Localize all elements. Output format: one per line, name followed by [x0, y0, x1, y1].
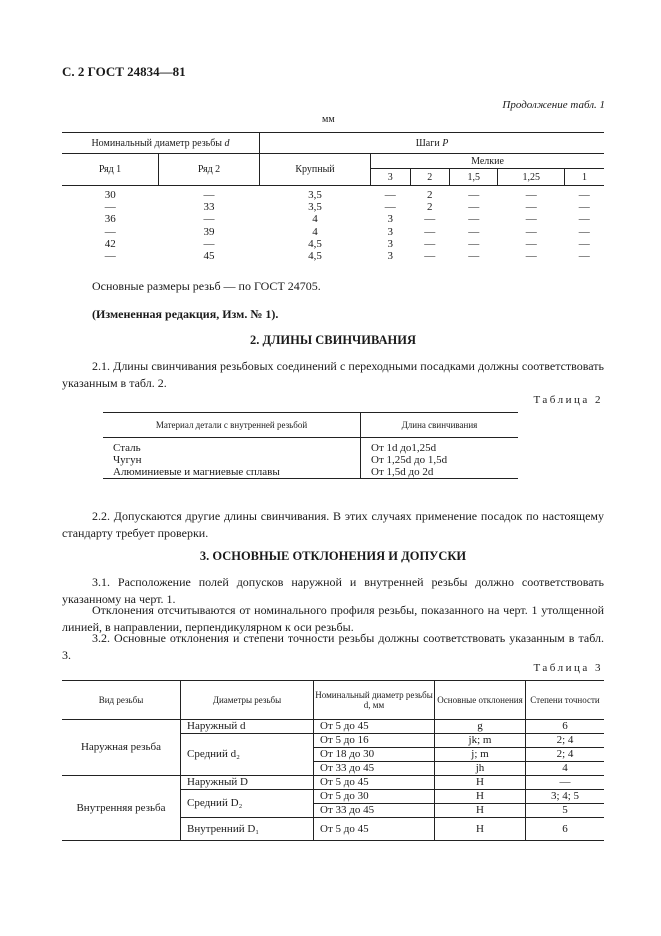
t1-cell: 4,5: [308, 237, 322, 250]
t1-cell: 2: [427, 189, 433, 202]
t1-cell: —: [384, 189, 396, 202]
para-2-1: 2.1. Длины свинчивания резьбовых соединений с переходными посадками должны соответствовать указанным в табл. 2.: [62, 359, 604, 390]
t2-material: Сталь: [103, 438, 361, 455]
t1-header-fine-2: 1,5: [450, 169, 498, 186]
table-row: [62, 238, 604, 250]
t1-cell: 3: [387, 213, 393, 226]
t1-cell: 42: [104, 237, 116, 250]
t1-cell: —: [525, 201, 537, 214]
t3-header-dev: Основные отклонения: [435, 681, 526, 720]
t1-header-nominal: Номинальный диаметр резьбы d: [62, 133, 260, 154]
t2-material: Алюминиевые и магниевые сплавы: [103, 466, 361, 479]
t1-cell: 3,5: [308, 201, 322, 214]
table-row: [103, 466, 518, 479]
t3-nominal: От 5 до 16: [314, 734, 435, 748]
t1-cell: 4: [312, 225, 318, 238]
section-2-title: 2. ДЛИНЫ СВИНЧИВАНИЯ: [249, 333, 416, 347]
t1-cell: 45: [203, 250, 215, 263]
t3-nominal: От 18 до 30: [314, 748, 435, 762]
t1-cell: 2: [427, 201, 433, 214]
table-row: [62, 201, 604, 213]
t1-header-coarse: Крупный: [260, 154, 371, 186]
t3-grade: 2; 4: [526, 734, 605, 748]
t3-nominal: От 33 до 45: [314, 762, 435, 776]
t3-deviation: j; m: [435, 748, 526, 762]
t3-nominal: От 33 до 45: [314, 804, 435, 818]
t1-cell: —: [203, 189, 215, 202]
t1-cell: —: [525, 225, 537, 238]
table-2-label: Таблица 2: [533, 394, 603, 406]
table-row: [62, 226, 604, 238]
table-row: [62, 776, 604, 790]
t3-deviation: H: [435, 804, 526, 818]
t1-header-fine-3: 1,25: [498, 169, 564, 186]
t1-header-fine-1: 2: [410, 169, 450, 186]
t1-header-row1: Ряд 1: [62, 154, 159, 186]
t1-cell: 3: [387, 237, 393, 250]
t1-cell: —: [468, 189, 480, 202]
t1-cell: 3: [387, 225, 393, 238]
t1-cell: 39: [203, 225, 215, 238]
t3-diameter: Средний d₂: [181, 734, 314, 776]
t1-cell: —: [384, 201, 396, 214]
t3-diameter: Средний D₂: [181, 790, 314, 818]
t3-diameter: Наружный d: [181, 720, 314, 734]
t1-cell: —: [424, 250, 436, 263]
table-row: [62, 213, 604, 225]
t1-cell: —: [424, 213, 436, 226]
t3-nominal: От 5 до 45: [314, 776, 435, 790]
t2-length: От 1d до1,25d: [371, 442, 437, 454]
t1-cell: —: [468, 237, 480, 250]
t2-header-material: Материал детали с внутренней резьбой: [103, 413, 361, 438]
t1-cell: —: [104, 225, 116, 238]
t1-cell: —: [578, 225, 590, 238]
para-3-1: 3.1. Расположение полей допусков наружной и внутренней резьбы должно соответствовать указанному на черт. 1.: [62, 575, 604, 606]
t3-type-internal: Внутренняя резьба: [62, 776, 181, 841]
t1-cell: —: [525, 250, 537, 263]
t1-header-fine-0: 3: [371, 169, 411, 186]
t1-cell: —: [468, 225, 480, 238]
t3-deviation: H: [435, 776, 526, 790]
t1-cell: —: [578, 201, 590, 214]
t3-header-grade: Степени точности: [526, 681, 605, 720]
t1-cell: —: [578, 213, 590, 226]
t2-material: Чугун: [103, 454, 361, 466]
table-3: [62, 680, 604, 841]
t3-deviation: g: [435, 720, 526, 734]
t1-cell: —: [525, 189, 537, 202]
t1-cell: —: [424, 237, 436, 250]
t3-diameter: Внутренний D₁: [181, 818, 314, 841]
t1-cell: 4: [312, 213, 318, 226]
t3-grade: 6: [526, 720, 605, 734]
t1-cell: —: [468, 213, 480, 226]
t3-header-nom: Номинальный диаметр резьбы d, мм: [314, 681, 435, 720]
para-3-1b: Отклонения отсчитываются от номинального профиля резьбы, показанного на черт. 1 утолщенной линией, в направлении, перпендикулярном к оси резьбы.: [62, 603, 604, 634]
unit-label: мм: [322, 114, 335, 125]
t1-cell: 30: [104, 189, 116, 202]
t1-cell: —: [578, 189, 590, 202]
t1-header-fine-4: 1: [564, 169, 604, 186]
t1-cell: 33: [203, 201, 215, 214]
t1-cell: 4,5: [308, 250, 322, 263]
t1-cell: —: [578, 250, 590, 263]
t1-cell: —: [578, 237, 590, 250]
t3-grade: 3; 4; 5: [526, 790, 605, 804]
table-1: [62, 132, 604, 262]
t1-header-pitch: Шаги P: [260, 133, 605, 154]
t1-cell: —: [468, 201, 480, 214]
t1-cell: 36: [104, 213, 116, 226]
t3-nominal: От 5 до 45: [314, 720, 435, 734]
t1-cell: —: [424, 225, 436, 238]
t3-diameter: Наружный D: [181, 776, 314, 790]
t3-grade: 6: [526, 818, 605, 841]
table-row: [103, 438, 518, 455]
t1-cell: —: [525, 213, 537, 226]
page-header: С. 2 ГОСТ 24834—81: [62, 64, 186, 79]
table-row: [62, 250, 604, 262]
table-continuation-label: Продолжение табл. 1: [502, 99, 605, 111]
t3-type-external: Наружная резьба: [62, 720, 181, 776]
t1-cell: —: [203, 237, 215, 250]
t3-grade: 2; 4: [526, 748, 605, 762]
t1-cell: —: [104, 201, 116, 214]
table-row: [103, 454, 518, 466]
t3-nominal: От 5 до 30: [314, 790, 435, 804]
t2-length: От 1,5d до 2d: [361, 466, 519, 479]
t3-deviation: jh: [435, 762, 526, 776]
t3-deviation: H: [435, 818, 526, 841]
t1-cell: —: [468, 250, 480, 263]
t1-cell: —: [525, 237, 537, 250]
t3-header-diam: Диаметры резьбы: [181, 681, 314, 720]
t1-cell: 3,5: [308, 189, 322, 202]
table-2: [103, 412, 518, 479]
para-2-2: 2.2. Допускаются другие длины свинчивания. В этих случаях применение посадок по настоящему стандарту требует проверки.: [62, 509, 604, 540]
t1-cell: 3: [387, 250, 393, 263]
table-row: [62, 186, 604, 202]
t3-grade: —: [526, 776, 605, 790]
t1-header-row2: Ряд 2: [159, 154, 260, 186]
t1-cell: —: [203, 213, 215, 226]
t2-length: От 1,25d до 1,5d: [371, 454, 448, 466]
section-3-title: 3. ОСНОВНЫЕ ОТКЛОНЕНИЯ И ДОПУСКИ: [199, 549, 467, 563]
t3-grade: 5: [526, 804, 605, 818]
t3-grade: 4: [526, 762, 605, 776]
note-edit: (Измененная редакция, Изм. № 1).: [92, 307, 279, 321]
table-row: [62, 720, 604, 734]
table-3-label: Таблица 3: [533, 662, 603, 674]
t3-deviation: H: [435, 790, 526, 804]
t1-cell: —: [104, 250, 116, 263]
t2-header-length: Длина свинчивания: [361, 413, 519, 438]
para-3-2: 3.2. Основные отклонения и степени точности резьбы должны соответствовать указанным в табл. 3.: [62, 631, 604, 662]
t3-deviation: jk; m: [435, 734, 526, 748]
t1-header-fine: Мелкие: [371, 154, 605, 169]
t3-nominal: От 5 до 45: [314, 818, 435, 841]
note-sizes: Основные размеры резьб — по ГОСТ 24705.: [92, 279, 321, 293]
t3-header-type: Вид резьбы: [62, 681, 181, 720]
